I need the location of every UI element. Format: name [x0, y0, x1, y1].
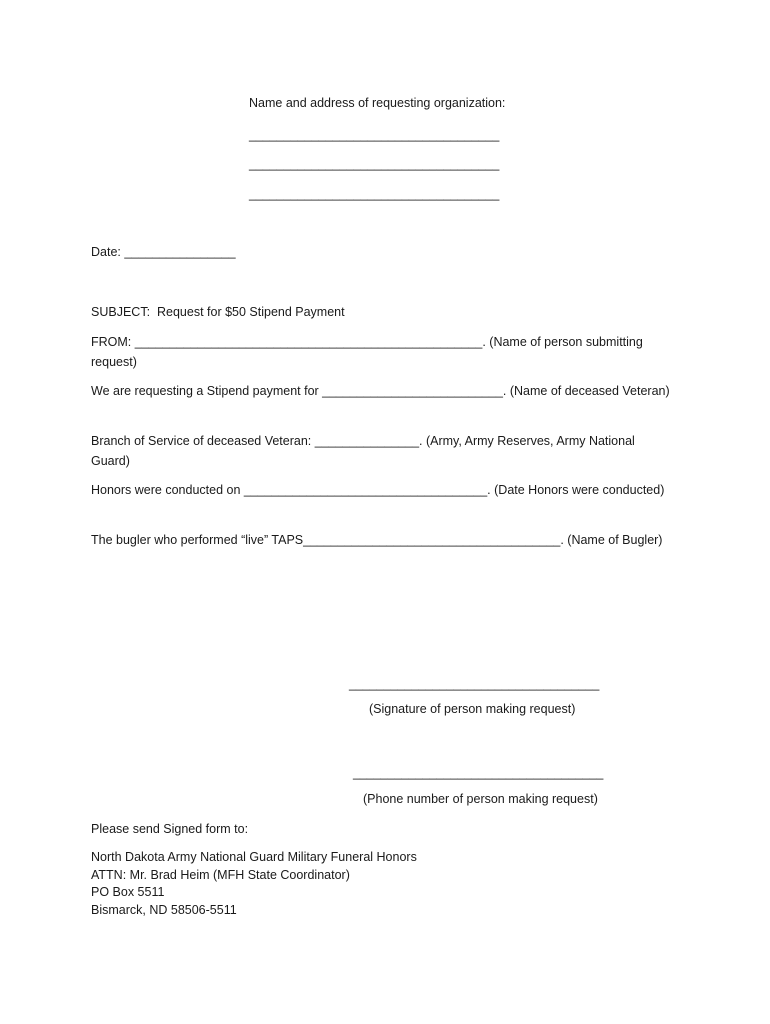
bugler-name-field[interactable]: The bugler who performed “live” TAPS_____________________________________. (Name of Bugler)	[91, 533, 663, 547]
branch-of-service-field[interactable]: Branch of Service of deceased Veteran: _______________. (Army, Army Reserves, Army National Guard)	[91, 434, 635, 468]
from-field[interactable]: FROM: __________________________________________________. (Name of person submitting request)	[91, 335, 643, 369]
signature-caption: (Signature of person making request)	[369, 702, 576, 716]
address-line-2: ATTN: Mr. Brad Heim (MFH State Coordinator)	[91, 867, 350, 882]
phone-caption: (Phone number of person making request)	[363, 792, 598, 806]
mailing-address	[91, 849, 417, 919]
address-line-1: North Dakota Army National Guard Military Funeral Honors	[91, 850, 417, 864]
org-address-line-2[interactable]: ____________________________________	[249, 157, 500, 171]
signature-line[interactable]: ____________________________________	[349, 677, 600, 691]
send-instruction: Please send Signed form to:	[91, 822, 249, 836]
honors-date-field[interactable]: Honors were conducted on ___________________________________. (Date Honors were conducted)	[91, 483, 665, 497]
date-field[interactable]: Date: ________________	[91, 245, 236, 259]
org-address-line-3[interactable]: ____________________________________	[249, 187, 500, 201]
phone-line[interactable]: ____________________________________	[353, 766, 604, 780]
address-line-3: PO Box 5511	[91, 885, 165, 899]
subject-line: SUBJECT: Request for $50 Stipend Payment	[91, 305, 345, 319]
deceased-veteran-field[interactable]: We are requesting a Stipend payment for __________________________. (Name of deceased Veteran)	[91, 384, 670, 398]
org-address-line-1[interactable]: ____________________________________	[249, 128, 500, 142]
address-line-4: Bismarck, ND 58506-5511	[91, 902, 237, 917]
org-heading: Name and address of requesting organization:	[249, 96, 506, 110]
